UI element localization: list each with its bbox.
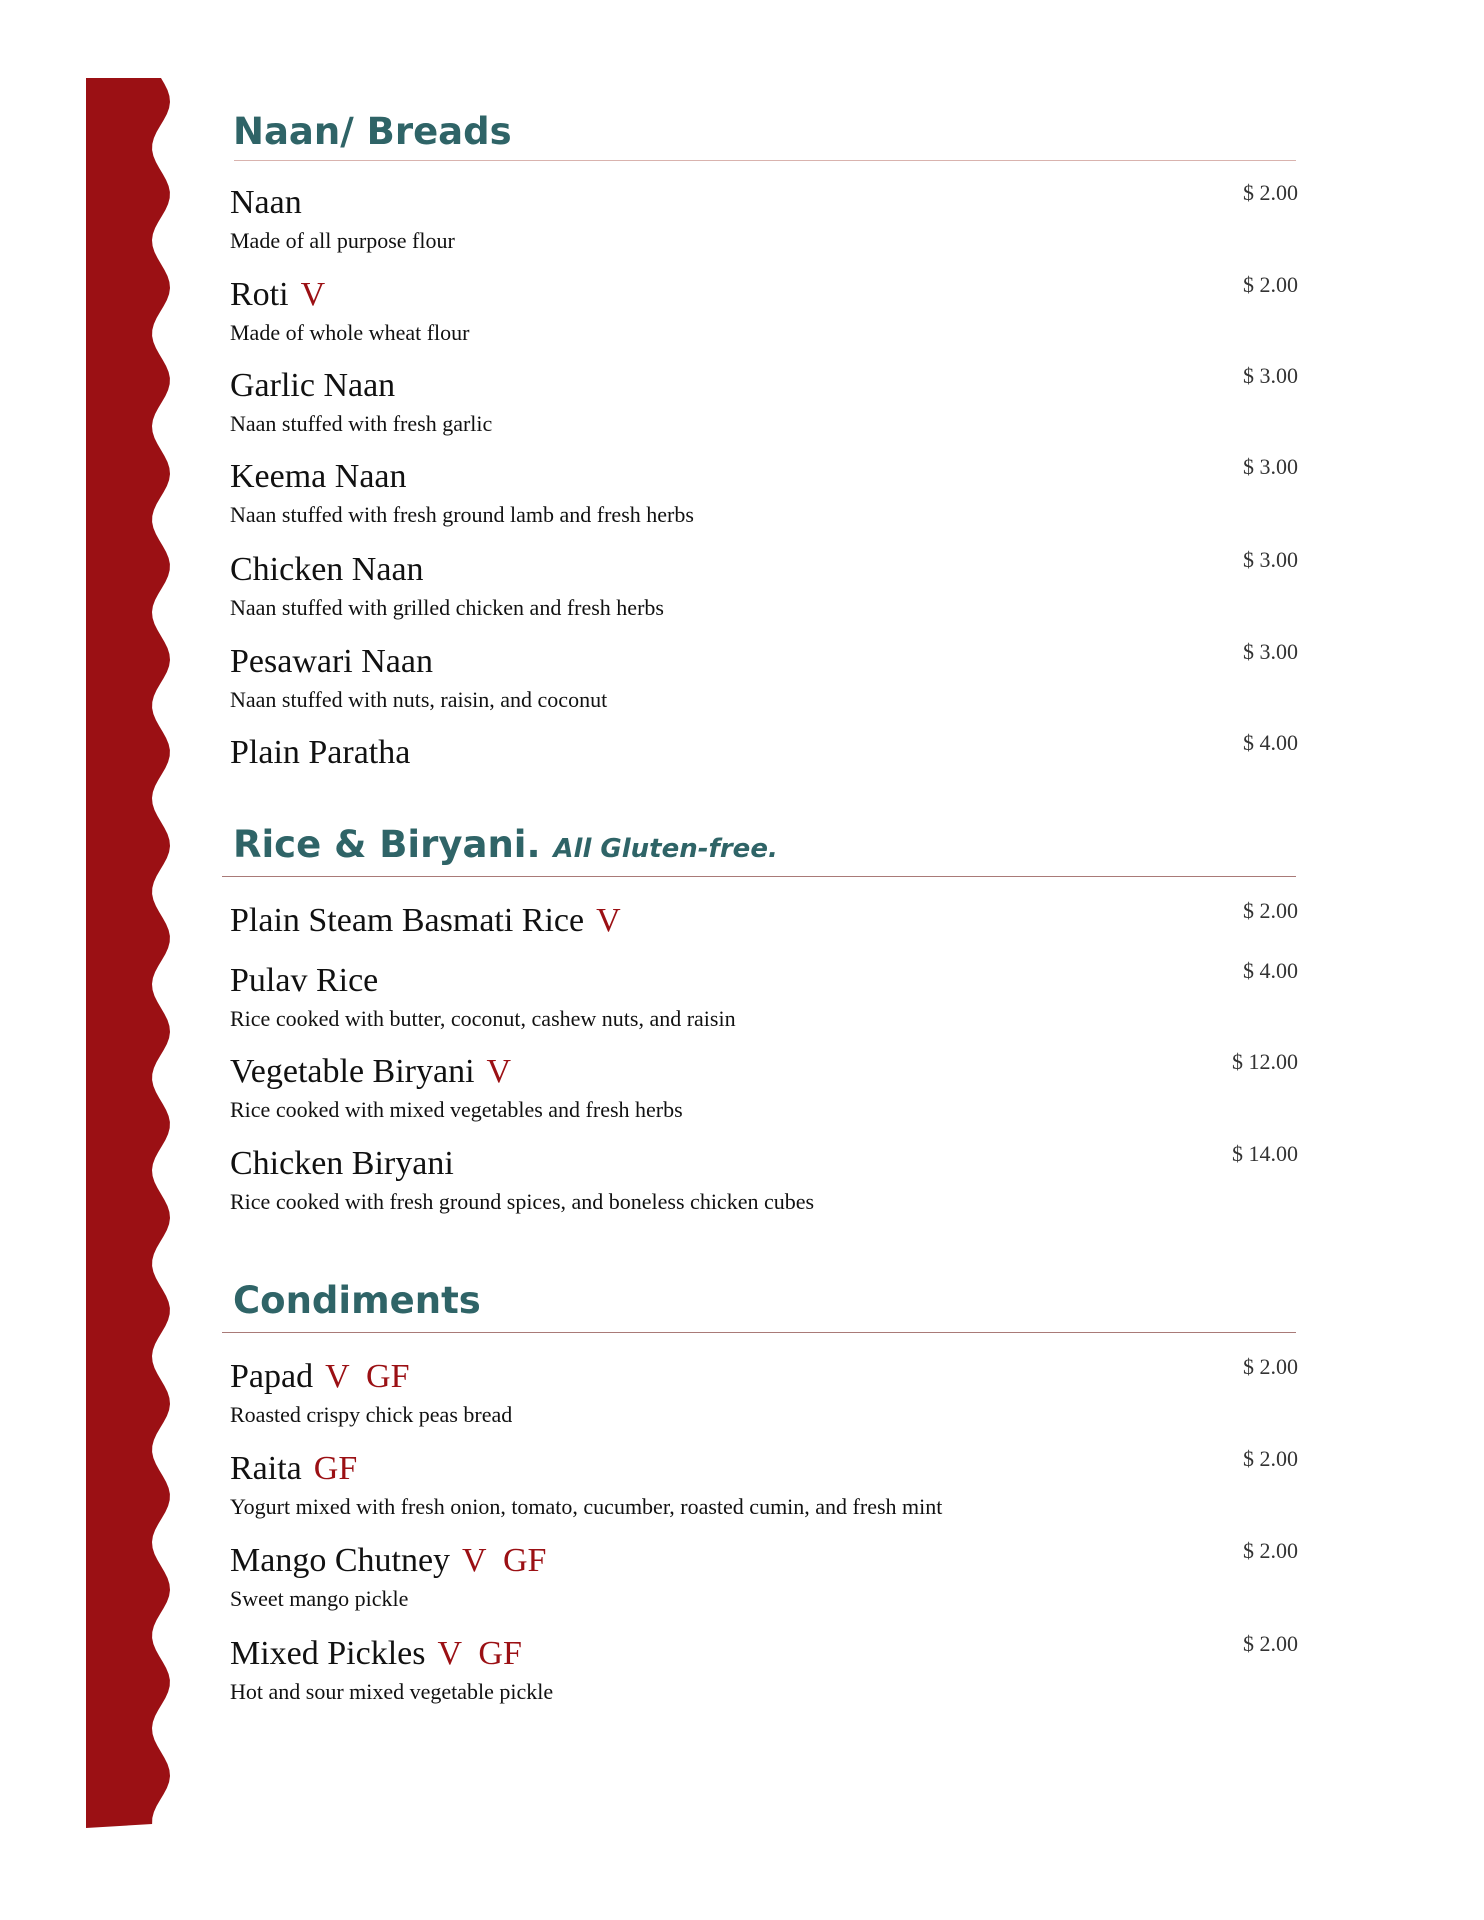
item-name: Papad — [230, 1358, 314, 1395]
item-name-row — [230, 1360, 1298, 1394]
item-description: Sweet mango pickle — [230, 1586, 409, 1611]
item-price: $ 2.00 — [1243, 272, 1298, 297]
item-description: Rice cooked with butter, coconut, cashew nuts, and raisin — [230, 1006, 736, 1031]
dietary-tag: V GF — [437, 1635, 522, 1672]
menu-item-mixed-pickles — [230, 1631, 1298, 1704]
section-title-condiments — [233, 1279, 481, 1322]
section-heading: Rice & Biryani. — [233, 823, 541, 866]
item-description: Made of whole wheat flour — [230, 320, 470, 345]
menu-item-mango-chutney — [230, 1538, 1298, 1611]
item-name: Mixed Pickles — [230, 1635, 426, 1672]
menu-item-plain-steam-basmati-rice — [230, 898, 1298, 939]
item-name: Naan — [230, 184, 302, 221]
item-name-row — [230, 645, 1298, 679]
item-name-row — [230, 904, 1298, 938]
dietary-tag: GF — [313, 1450, 358, 1487]
menu-item-plain-paratha — [230, 730, 1298, 771]
item-price: $ 2.00 — [1243, 1446, 1298, 1471]
item-name-row — [230, 460, 1298, 494]
menu-item-keema-naan — [230, 454, 1298, 527]
section-title-rice-biryani — [233, 823, 778, 866]
item-name-row — [230, 1544, 1298, 1578]
dietary-tag: V — [486, 1053, 512, 1090]
item-price: $ 3.00 — [1243, 363, 1298, 388]
item-name: Vegetable Biryani — [230, 1053, 475, 1090]
menu-item-papad — [230, 1354, 1298, 1427]
item-name-row — [230, 1147, 1298, 1181]
item-name: Mango Chutney — [230, 1542, 451, 1579]
wave-stripe-shape — [86, 78, 170, 1828]
section-heading: Naan/ Breads — [233, 110, 512, 153]
item-name-row — [230, 553, 1298, 587]
item-name: Chicken Biryani — [230, 1145, 454, 1182]
menu-item-chicken-biryani — [230, 1141, 1298, 1214]
item-name-row — [230, 369, 1298, 403]
item-price: $ 14.00 — [1232, 1141, 1298, 1166]
section-divider — [222, 876, 1296, 877]
menu-item-pulav-rice — [230, 958, 1298, 1031]
item-description: Hot and sour mixed vegetable pickle — [230, 1679, 554, 1704]
section-heading: Condiments — [233, 1279, 481, 1322]
item-name: Chicken Naan — [230, 551, 424, 588]
item-description: Naan stuffed with fresh ground lamb and fresh herbs — [230, 502, 694, 527]
section-divider — [222, 1332, 1296, 1333]
item-description: Rice cooked with fresh ground spices, and boneless chicken cubes — [230, 1189, 815, 1214]
section-note: All Gluten-free. — [553, 834, 778, 864]
menu-item-naan — [230, 180, 1298, 253]
item-name: Plain Paratha — [230, 734, 411, 771]
menu-item-pesawari-naan — [230, 639, 1298, 712]
item-name: Garlic Naan — [230, 367, 396, 404]
section-title-naan-breads — [233, 110, 512, 153]
item-name: Plain Steam Basmati Rice — [230, 902, 585, 939]
item-name: Keema Naan — [230, 458, 407, 495]
menu-item-raita — [230, 1446, 1298, 1519]
item-price: $ 2.00 — [1243, 1538, 1298, 1563]
item-name-row — [230, 278, 1298, 312]
item-name-row — [230, 1637, 1298, 1671]
item-name-row — [230, 736, 1298, 770]
item-description: Roasted crispy chick peas bread — [230, 1402, 513, 1427]
section-divider — [234, 160, 1296, 161]
item-name-row — [230, 186, 1298, 220]
decorative-red-wave-stripe — [86, 78, 186, 1828]
item-price: $ 2.00 — [1243, 1354, 1298, 1379]
item-description: Rice cooked with mixed vegetables and fresh herbs — [230, 1097, 683, 1122]
item-description: Naan stuffed with grilled chicken and fresh herbs — [230, 595, 664, 620]
item-price: $ 3.00 — [1243, 547, 1298, 572]
item-price: $ 2.00 — [1243, 1631, 1298, 1656]
menu-item-roti — [230, 272, 1298, 345]
item-price: $ 3.00 — [1243, 454, 1298, 479]
dietary-tag: V GF — [462, 1542, 547, 1579]
item-name: Pulav Rice — [230, 962, 379, 999]
item-name: Pesawari Naan — [230, 643, 433, 680]
item-description: Naan stuffed with fresh garlic — [230, 411, 493, 436]
item-name: Roti — [230, 276, 289, 313]
item-price: $ 2.00 — [1243, 898, 1298, 923]
item-description: Naan stuffed with nuts, raisin, and coconut — [230, 687, 608, 712]
item-price: $ 4.00 — [1243, 730, 1298, 755]
menu-item-chicken-naan — [230, 547, 1298, 620]
item-name: Raita — [230, 1450, 302, 1487]
item-name-row — [230, 1452, 1298, 1486]
menu-item-garlic-naan — [230, 363, 1298, 436]
item-name-row — [230, 1055, 1298, 1089]
item-price: $ 4.00 — [1243, 958, 1298, 983]
item-description: Made of all purpose flour — [230, 228, 455, 253]
dietary-tag: V — [596, 902, 621, 939]
item-price: $ 12.00 — [1232, 1049, 1298, 1074]
dietary-tag: V GF — [325, 1358, 410, 1395]
item-description: Yogurt mixed with fresh onion, tomato, cucumber, roasted cumin, and fresh mint — [230, 1494, 943, 1519]
dietary-tag: V — [300, 276, 326, 313]
menu-item-vegetable-biryani — [230, 1049, 1298, 1122]
item-price: $ 3.00 — [1243, 639, 1298, 664]
item-price: $ 2.00 — [1243, 180, 1298, 205]
item-name-row — [230, 964, 1298, 998]
